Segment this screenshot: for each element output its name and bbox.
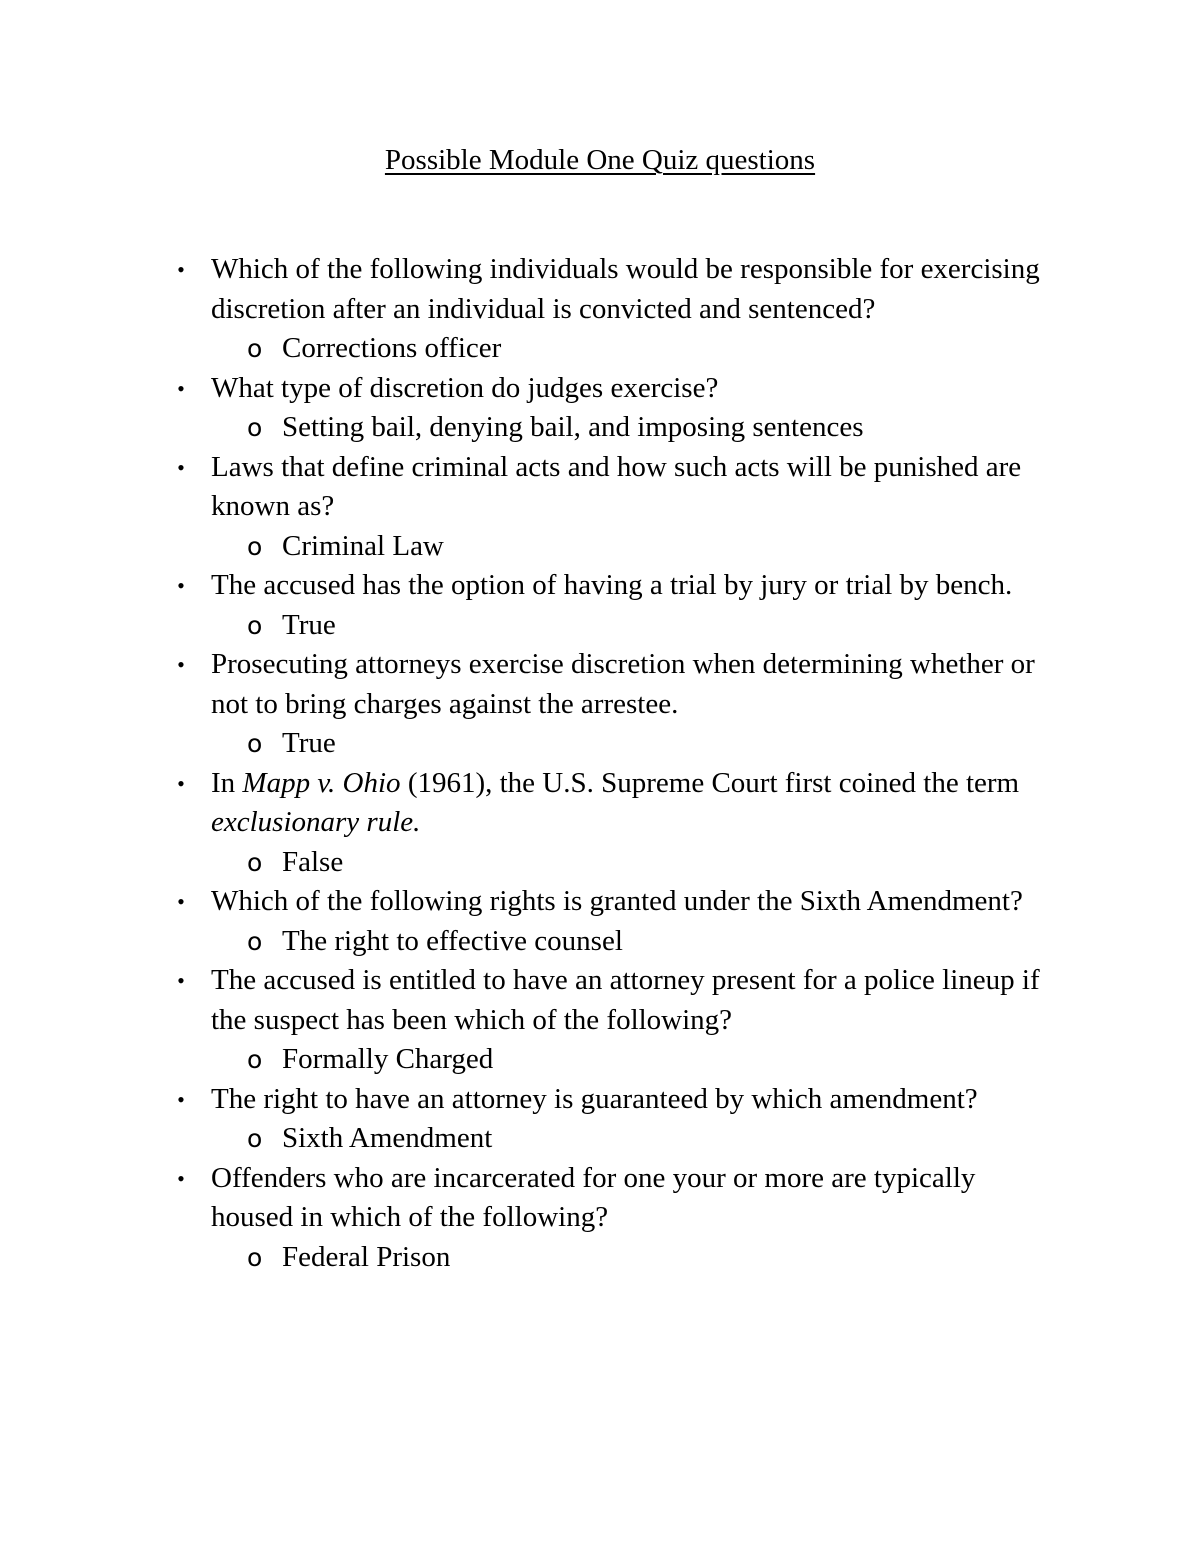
bullet-icon: • (177, 257, 185, 282)
answer-text: The right to effective counsel (282, 924, 623, 957)
circle-bullet-icon: o (247, 729, 263, 758)
circle-bullet-icon: o (247, 926, 263, 956)
list-item (0, 250, 1200, 369)
list-item (0, 369, 1200, 448)
list-item (0, 764, 1200, 883)
answer-text: Setting bail, denying bail, and imposing sentences (282, 411, 864, 443)
list-item (0, 961, 1200, 1080)
question-list (0, 250, 1200, 1277)
bullet-icon: • (177, 573, 185, 598)
circle-bullet-icon: o (247, 531, 263, 561)
circle-bullet-icon: o (247, 847, 263, 877)
answer-text: Corrections officer (282, 332, 502, 364)
question-row (0, 645, 1051, 724)
answer-text: Criminal Law (282, 529, 444, 562)
answer-row (0, 922, 1200, 962)
bullet-icon: • (177, 1086, 185, 1112)
question-text: Offenders who are incarcerated for one your or more are typically housed in which of the following? (211, 1161, 976, 1233)
list-item (0, 566, 1200, 645)
question-text: What type of discretion do judges exercise? (211, 371, 719, 404)
answer-row (0, 606, 1200, 646)
question-text: Which of the following rights is granted under the Sixth Amendment? (211, 885, 1023, 917)
question-row (0, 1080, 1051, 1120)
question-text-part: In (211, 766, 243, 799)
document-title: Possible Module One Quiz questions (384, 144, 816, 176)
bullet-icon: • (177, 968, 185, 993)
bullet-icon: • (177, 652, 185, 677)
answer-row (0, 724, 1200, 764)
circle-bullet-icon: o (247, 610, 263, 640)
legal-term: exclusionary rule. (211, 806, 421, 838)
answer-row (0, 329, 1200, 369)
question-row (0, 369, 1051, 409)
circle-bullet-icon: o (247, 413, 263, 442)
answer-text: Federal Prison (282, 1240, 451, 1273)
circle-bullet-icon: o (247, 1242, 263, 1272)
list-item (0, 645, 1200, 764)
answer-text: False (282, 845, 344, 878)
circle-bullet-icon: o (247, 334, 263, 363)
bullet-icon: • (177, 375, 185, 401)
question-row (0, 882, 1051, 922)
circle-bullet-icon: o (247, 1045, 263, 1074)
list-item (0, 882, 1200, 961)
bullet-icon: • (177, 889, 185, 914)
list-item (0, 448, 1200, 567)
question-text: Which of the following individuals would be responsible for exercising discretion after an individual is convicted and sentenced? (211, 253, 1040, 325)
answer-row (0, 1238, 1200, 1278)
answer-row (0, 408, 1200, 448)
list-item (0, 1159, 1200, 1278)
answer-text: Formally Charged (282, 1043, 494, 1075)
answer-text: True (282, 608, 336, 641)
case-name: Mapp v. Ohio (242, 766, 401, 799)
question-text: The right to have an attorney is guaranteed by which amendment? (211, 1082, 978, 1115)
question-text: The accused has the option of having a trial by jury or trial by bench. (211, 569, 1013, 601)
circle-bullet-icon: o (247, 1124, 263, 1153)
list-item (0, 1080, 1200, 1159)
question-row (0, 448, 1051, 527)
question-text: The accused is entitled to have an attorney present for a police lineup if the suspect has been which of the following? (211, 964, 1040, 1036)
answer-row (0, 843, 1200, 883)
question-text: Laws that define criminal acts and how such acts will be punished are known as? (211, 450, 1022, 522)
question-text (211, 764, 1051, 843)
bullet-icon: • (177, 1165, 185, 1191)
question-row (0, 961, 1051, 1040)
answer-row (0, 1119, 1200, 1159)
answer-row (0, 1040, 1200, 1080)
question-row (0, 764, 1051, 843)
bullet-icon: • (177, 454, 185, 480)
question-text: Prosecuting attorneys exercise discretion when determining whether or not to bring charges against the arrestee. (211, 648, 1035, 720)
bullet-icon: • (177, 770, 185, 796)
question-row (0, 566, 1051, 606)
answer-row (0, 527, 1200, 567)
question-row (0, 1159, 1051, 1238)
question-text-part: (1961), the U.S. Supreme Court first coined the term (400, 766, 1020, 799)
answer-text: True (282, 727, 336, 759)
question-row (0, 250, 1051, 329)
answer-text: Sixth Amendment (282, 1122, 493, 1154)
